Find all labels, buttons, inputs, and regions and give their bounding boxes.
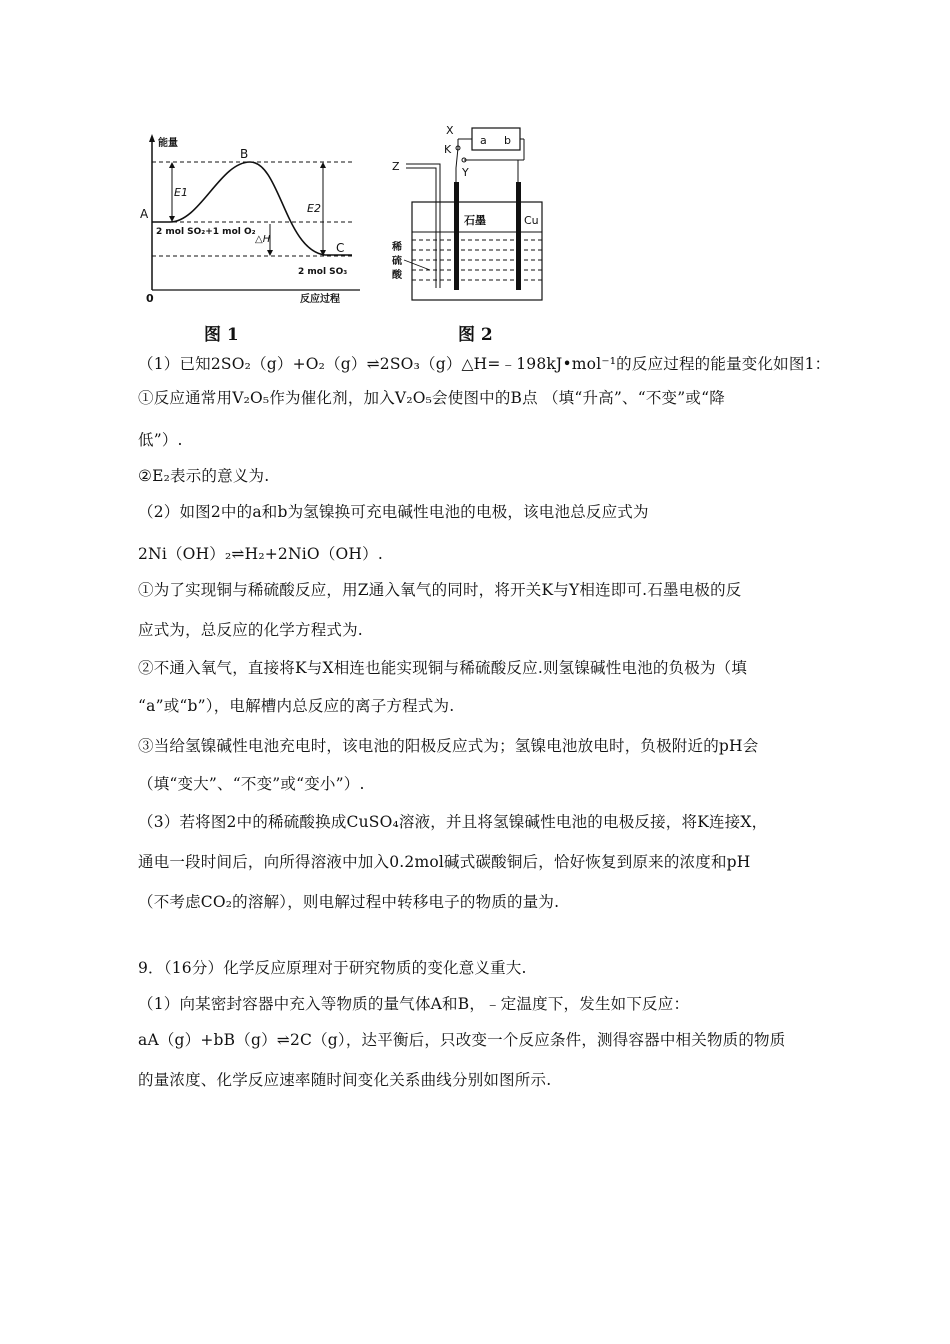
y-label: Y — [462, 166, 469, 179]
cu-label: Cu — [524, 214, 539, 227]
point-b-label: B — [240, 147, 249, 161]
point-c-label: C — [336, 241, 345, 255]
graphite-label: 石墨 — [464, 214, 486, 227]
text-line-14: 通电一段时间后，向所得溶液中加入0.2mol碱式碳酸铜后，恰好恢复到原来的浓度和pH — [138, 853, 751, 871]
origin-label: 0 — [146, 292, 154, 305]
electrode-a-label: a — [480, 134, 487, 147]
e2-label: E2 — [307, 202, 321, 215]
text-line-12: （填“变大”、“不变”或“变小”）. — [138, 775, 365, 793]
acid-label-3: 酸 — [392, 270, 402, 281]
question-9-heading: 9．（16分）化学反应原理对于研究物质的变化意义重大. — [138, 959, 527, 977]
text-line-5: （2）如图2中的a和b为氢镍换可充电碱性电池的电极，该电池总反应式为 — [138, 503, 649, 521]
acid-label-2: 硫 — [392, 256, 402, 267]
reactants-label: 2 mol SO₂+1 mol O₂ — [156, 227, 256, 237]
x-axis-label: 反应过程 — [300, 294, 340, 305]
figure-1-caption: 图 1 — [204, 325, 239, 345]
products-label: 2 mol SO₃ — [298, 267, 348, 277]
electrode-b-label: b — [504, 134, 511, 147]
x-label: X — [446, 124, 454, 137]
k-label: K — [444, 143, 452, 156]
text-line-11: ③当给氢镍碱性电池充电时，该电池的阳极反应式为；氢镍电池放电时，负极附近的pH会 — [138, 737, 759, 755]
text-line-3: 低”）. — [138, 431, 183, 449]
text-line-6: 2Ni（OH）₂⇌H₂+2NiO（OH）. — [138, 545, 383, 563]
y-axis-label: 能量 — [158, 138, 178, 149]
text-line-8: 应式为，总反应的化学方程式为. — [138, 621, 363, 639]
figure-2-apparatus — [390, 120, 560, 305]
text-line-19: 的量浓度、化学反应速率随时间变化关系曲线分别如图所示. — [138, 1071, 552, 1089]
figure-1-energy-diagram — [140, 130, 370, 305]
point-a-label: A — [140, 207, 149, 221]
text-line-9: ②不通入氧气，直接将K与X相连也能实现铜与稀硫酸反应.则氢镍碱性电池的负极为（填 — [138, 659, 748, 677]
text-line-18: aA（g）+bB（g）⇌2C（g），达平衡后，只改变一个反应条件，测得容器中相关物质的物质 — [138, 1031, 786, 1049]
text-line-2: ①反应通常用V₂O₅作为催化剂，加入V₂O₅会使图中的B点 （填“升高”、“不变”或“降 — [138, 389, 725, 407]
text-line-4: ②E₂表示的意义为. — [138, 467, 270, 485]
z-label: Z — [392, 160, 400, 173]
text-line-13: （3）若将图2中的稀硫酸换成CuSO₄溶液，并且将氢镍碱性电池的电极反接，将K连接X， — [138, 813, 768, 831]
text-line-17: （1）向某密封容器中充入等物质的量气体A和B，﹣定温度下，发生如下反应： — [138, 995, 690, 1013]
text-line-10: “a”或“b”），电解槽内总反应的离子方程式为. — [138, 697, 455, 715]
text-line-7: ①为了实现铜与稀硫酸反应，用Z通入氧气的同时，将开关K与Y相连即可.石墨电极的反 — [138, 581, 742, 599]
text-line-1: （1）已知2SO₂（g）+O₂（g）⇌2SO₃（g）△H=﹣198kJ•mol⁻¹的反应过程的能量变化如图1： — [138, 355, 831, 373]
e1-label: E1 — [174, 186, 188, 199]
dh-label: △H — [255, 234, 271, 245]
figure-2-caption: 图 2 — [458, 325, 493, 345]
acid-label-1: 稀 — [392, 242, 402, 253]
text-line-15: （不考虑CO₂的溶解），则电解过程中转移电子的物质的量为. — [138, 893, 560, 911]
